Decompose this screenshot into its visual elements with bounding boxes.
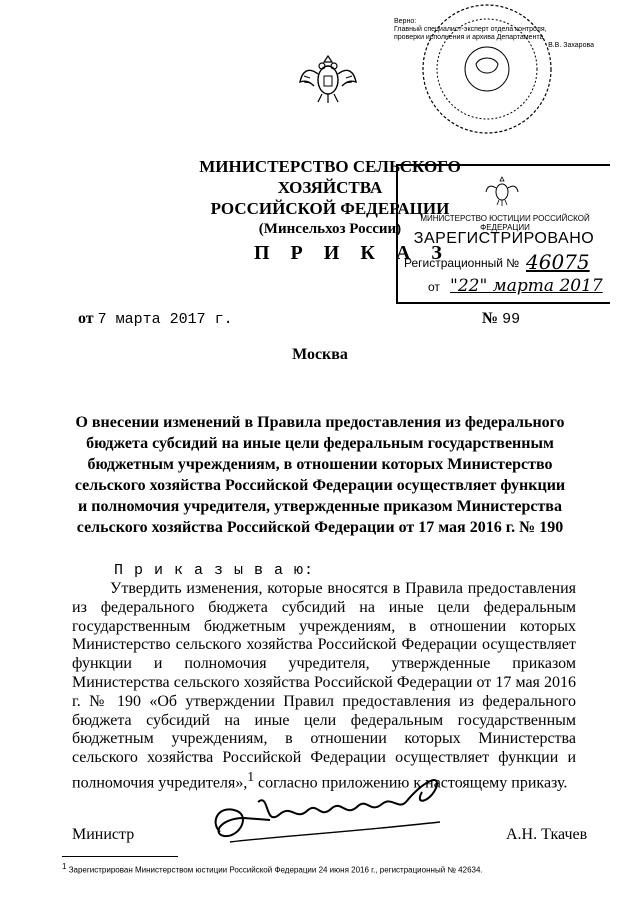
document-date bbox=[78, 310, 233, 328]
order-directive: П р и к а з ы в а ю: bbox=[114, 562, 315, 579]
certification-note bbox=[394, 18, 594, 50]
order-body-text: Утвердить изменения, которые вносятся в Правила предоставления из федерального бюджета субсидий на иные цели федеральным государственным бюджетным учреждениям, в отношении которых Министерство сельского хозяйства Российской Федерации осуществляет функции и полномочия учредителя, утвержденные приказом Министерства сельского хозяйства Российской Федерации от 17 мая 2016 г. № 190 «Об утверждении Правил предоставления из федерального бюджета субсидий на иные цели федеральным государственным бюджетным учреждениям, в отношении которых Министерства сельского хозяйства Российской Федерации осуществляет функции и полномочия учредителя», bbox=[72, 580, 576, 792]
certification-department: проверки исполнения и архива Департамента bbox=[394, 34, 544, 41]
date-prefix: от bbox=[78, 310, 94, 327]
certification-position: Главный специалист-эксперт отдела контроля, bbox=[394, 26, 547, 33]
stamp-title: ЗАРЕГИСТРИРОВАНО bbox=[413, 230, 595, 247]
coat-of-arms-icon bbox=[296, 46, 360, 110]
footnote-mark: 1 bbox=[62, 862, 67, 871]
stamp-date-value: "22" марта 2017 bbox=[450, 276, 603, 296]
footnote-reference: 1 bbox=[247, 768, 255, 784]
signatory-title: Министр bbox=[72, 826, 135, 843]
stamp-emblem-icon bbox=[484, 172, 520, 208]
number-prefix: № bbox=[482, 310, 499, 327]
stamp-reg-number: 46075 bbox=[526, 250, 590, 274]
order-body-end: согласно приложению к настоящему приказу. bbox=[258, 774, 568, 792]
document-city: Москва bbox=[292, 346, 348, 363]
registration-stamp bbox=[396, 164, 610, 304]
date-value: 7 марта 2017 г. bbox=[97, 311, 233, 328]
stamp-reg-label: Регистрационный № bbox=[404, 256, 520, 270]
document-number bbox=[482, 310, 520, 328]
number-value: 99 bbox=[502, 311, 521, 328]
footnote-divider bbox=[62, 856, 178, 857]
footnote bbox=[62, 862, 562, 875]
stamp-header: МИНИСТЕРСТВО ЮСТИЦИИ РОССИЙСКОЙ ФЕДЕРАЦИИ bbox=[420, 214, 590, 232]
certification-signer: В.В. Захарова bbox=[548, 42, 594, 49]
document-type: П Р И К А З bbox=[254, 242, 450, 264]
ministry-short-name: (Минсельхоз России) bbox=[258, 221, 402, 237]
ministry-name-line2: РОССИЙСКОЙ ФЕДЕРАЦИИ bbox=[210, 199, 450, 218]
handwritten-signature bbox=[200, 762, 460, 854]
ministry-name-line1: МИНИСТЕРСТВО СЕЛЬСКОГО ХОЗЯЙСТВА bbox=[199, 157, 461, 197]
document-subject: О внесении изменений в Правила предоставления из федерального бюджета субсидий на иные цели федеральным государственным бюджетным учреждениям, в отношении которых Министерство сельского хозяйства Российской Федерации осуществляет функции и полномочия учредителя, утвержденные приказом Министерства сельского хозяйства Российской Федерации от 17 мая 2016 г. № 190 bbox=[74, 414, 566, 536]
footnote-text: Зарегистрирован Министерством юстиции Российской Федерации 24 июня 2016 г., регистрационный № 42634. bbox=[68, 865, 483, 875]
stamp-date-label: от bbox=[428, 280, 440, 294]
certification-label: Верно: bbox=[394, 18, 417, 25]
signatory-name: А.Н. Ткачев bbox=[506, 826, 588, 843]
